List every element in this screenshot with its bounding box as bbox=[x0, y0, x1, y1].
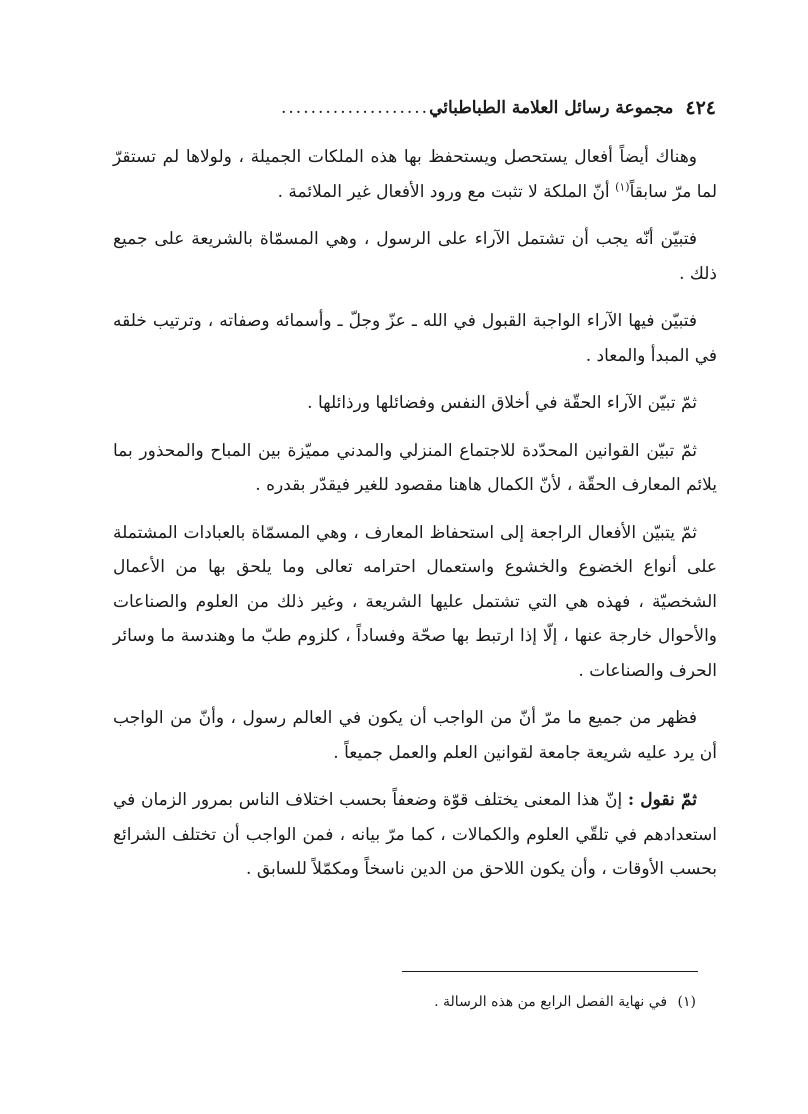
paragraph-3: فتبيّن فيها الآراء الواجبة القبول في الله ـ عزّ وجلّ ـ وأسمائه وصفاته ، وترتيب خلقه في المبدأ والمعاد . bbox=[113, 311, 717, 366]
paragraph-7: فظهر من جميع ما مرّ أنّ من الواجب أن يكون في العالم رسول ، وأنّ من الواجب أن يرد عليه شريعة جامعة لقوانين العلم والعمل جميعاً . bbox=[113, 708, 717, 763]
paragraph-5: ثمّ تبيّن القوانين المحدّدة للاجتماع المنزلي والمدني مميّزة بين المباح والمحذور بما يلائم المعارف الحقّة ، لأنّ الكمال هاهنا مقصود للغير فيقدّر بقدره . bbox=[113, 440, 717, 495]
paragraph-8-text: إنّ هذا المعنى يختلف قوّة وضعفاً بحسب اختلاف الناس بمرور الزمان في استعدادهم في تلقّي العلوم والكمالات ، كما مرّ بيانه ، فمن الواجب أن تختلف الشرائع بحسب الأوقات ، وأن يكون اللاحق من الدين ناسخاً ومكمّلاً للسابق . bbox=[113, 790, 717, 879]
header-leader-dots: .................... bbox=[280, 98, 430, 118]
paragraph-8-lead: ثمّ نقول : bbox=[627, 790, 697, 810]
paragraph-6: ثمّ يتبيّن الأفعال الراجعة إلى استحفاظ المعارف ، وهي المسمّاة بالعبادات المشتملة على أنواع الخضوع والخشوع واستعمال احترامه تعالى وما يلحق بها من الأعمال الشخصيّة ، فهذه هي التي تشتمل عليها الشريعة ، وغير ذلك من العلوم والصناعات والأحوال خارجة عنها ، إلّا إذا ارتبط بها صحّة وفساداً ، كلزوم طبّ ما وهندسة ما وسائر الحرف والصناعات . bbox=[113, 522, 717, 681]
page-number: ٤٢٤ bbox=[685, 97, 716, 119]
footnote-divider bbox=[402, 971, 698, 972]
footnote-reference: (١) bbox=[615, 179, 630, 193]
paragraph-4: ثمّ تبيّن الآراء الحقّة في أخلاق النفس وفضائلها ورذائلها . bbox=[307, 393, 697, 413]
running-header bbox=[116, 92, 716, 124]
paragraph-8 bbox=[113, 783, 717, 887]
paragraph-1-text-a: وهناك أيضاً أفعال يستحصل ويستحفظ بها هذه الملكات الجميلة ، ولولاها لم تستقرّ لما مرّ سابقاً bbox=[113, 147, 717, 202]
book-title: مجموعة رسائل العلامة الطباطبائي bbox=[429, 98, 674, 118]
footnote-text: في نهاية الفصل الرابع من هذه الرسالة . bbox=[434, 994, 668, 1010]
page-body bbox=[113, 140, 717, 900]
paragraph-1-text-b: أنّ الملكة لا تثبت مع ورود الأفعال غير الملائمة . bbox=[277, 181, 616, 202]
footnote bbox=[300, 994, 696, 1010]
paragraph-1 bbox=[113, 140, 717, 209]
footnote-marker: (١) bbox=[677, 994, 696, 1010]
paragraph-2: فتبيّن أنّه يجب أن تشتمل الآراء على الرسول ، وهي المسمّاة بالشريعة على جميع ذلك . bbox=[113, 229, 717, 284]
